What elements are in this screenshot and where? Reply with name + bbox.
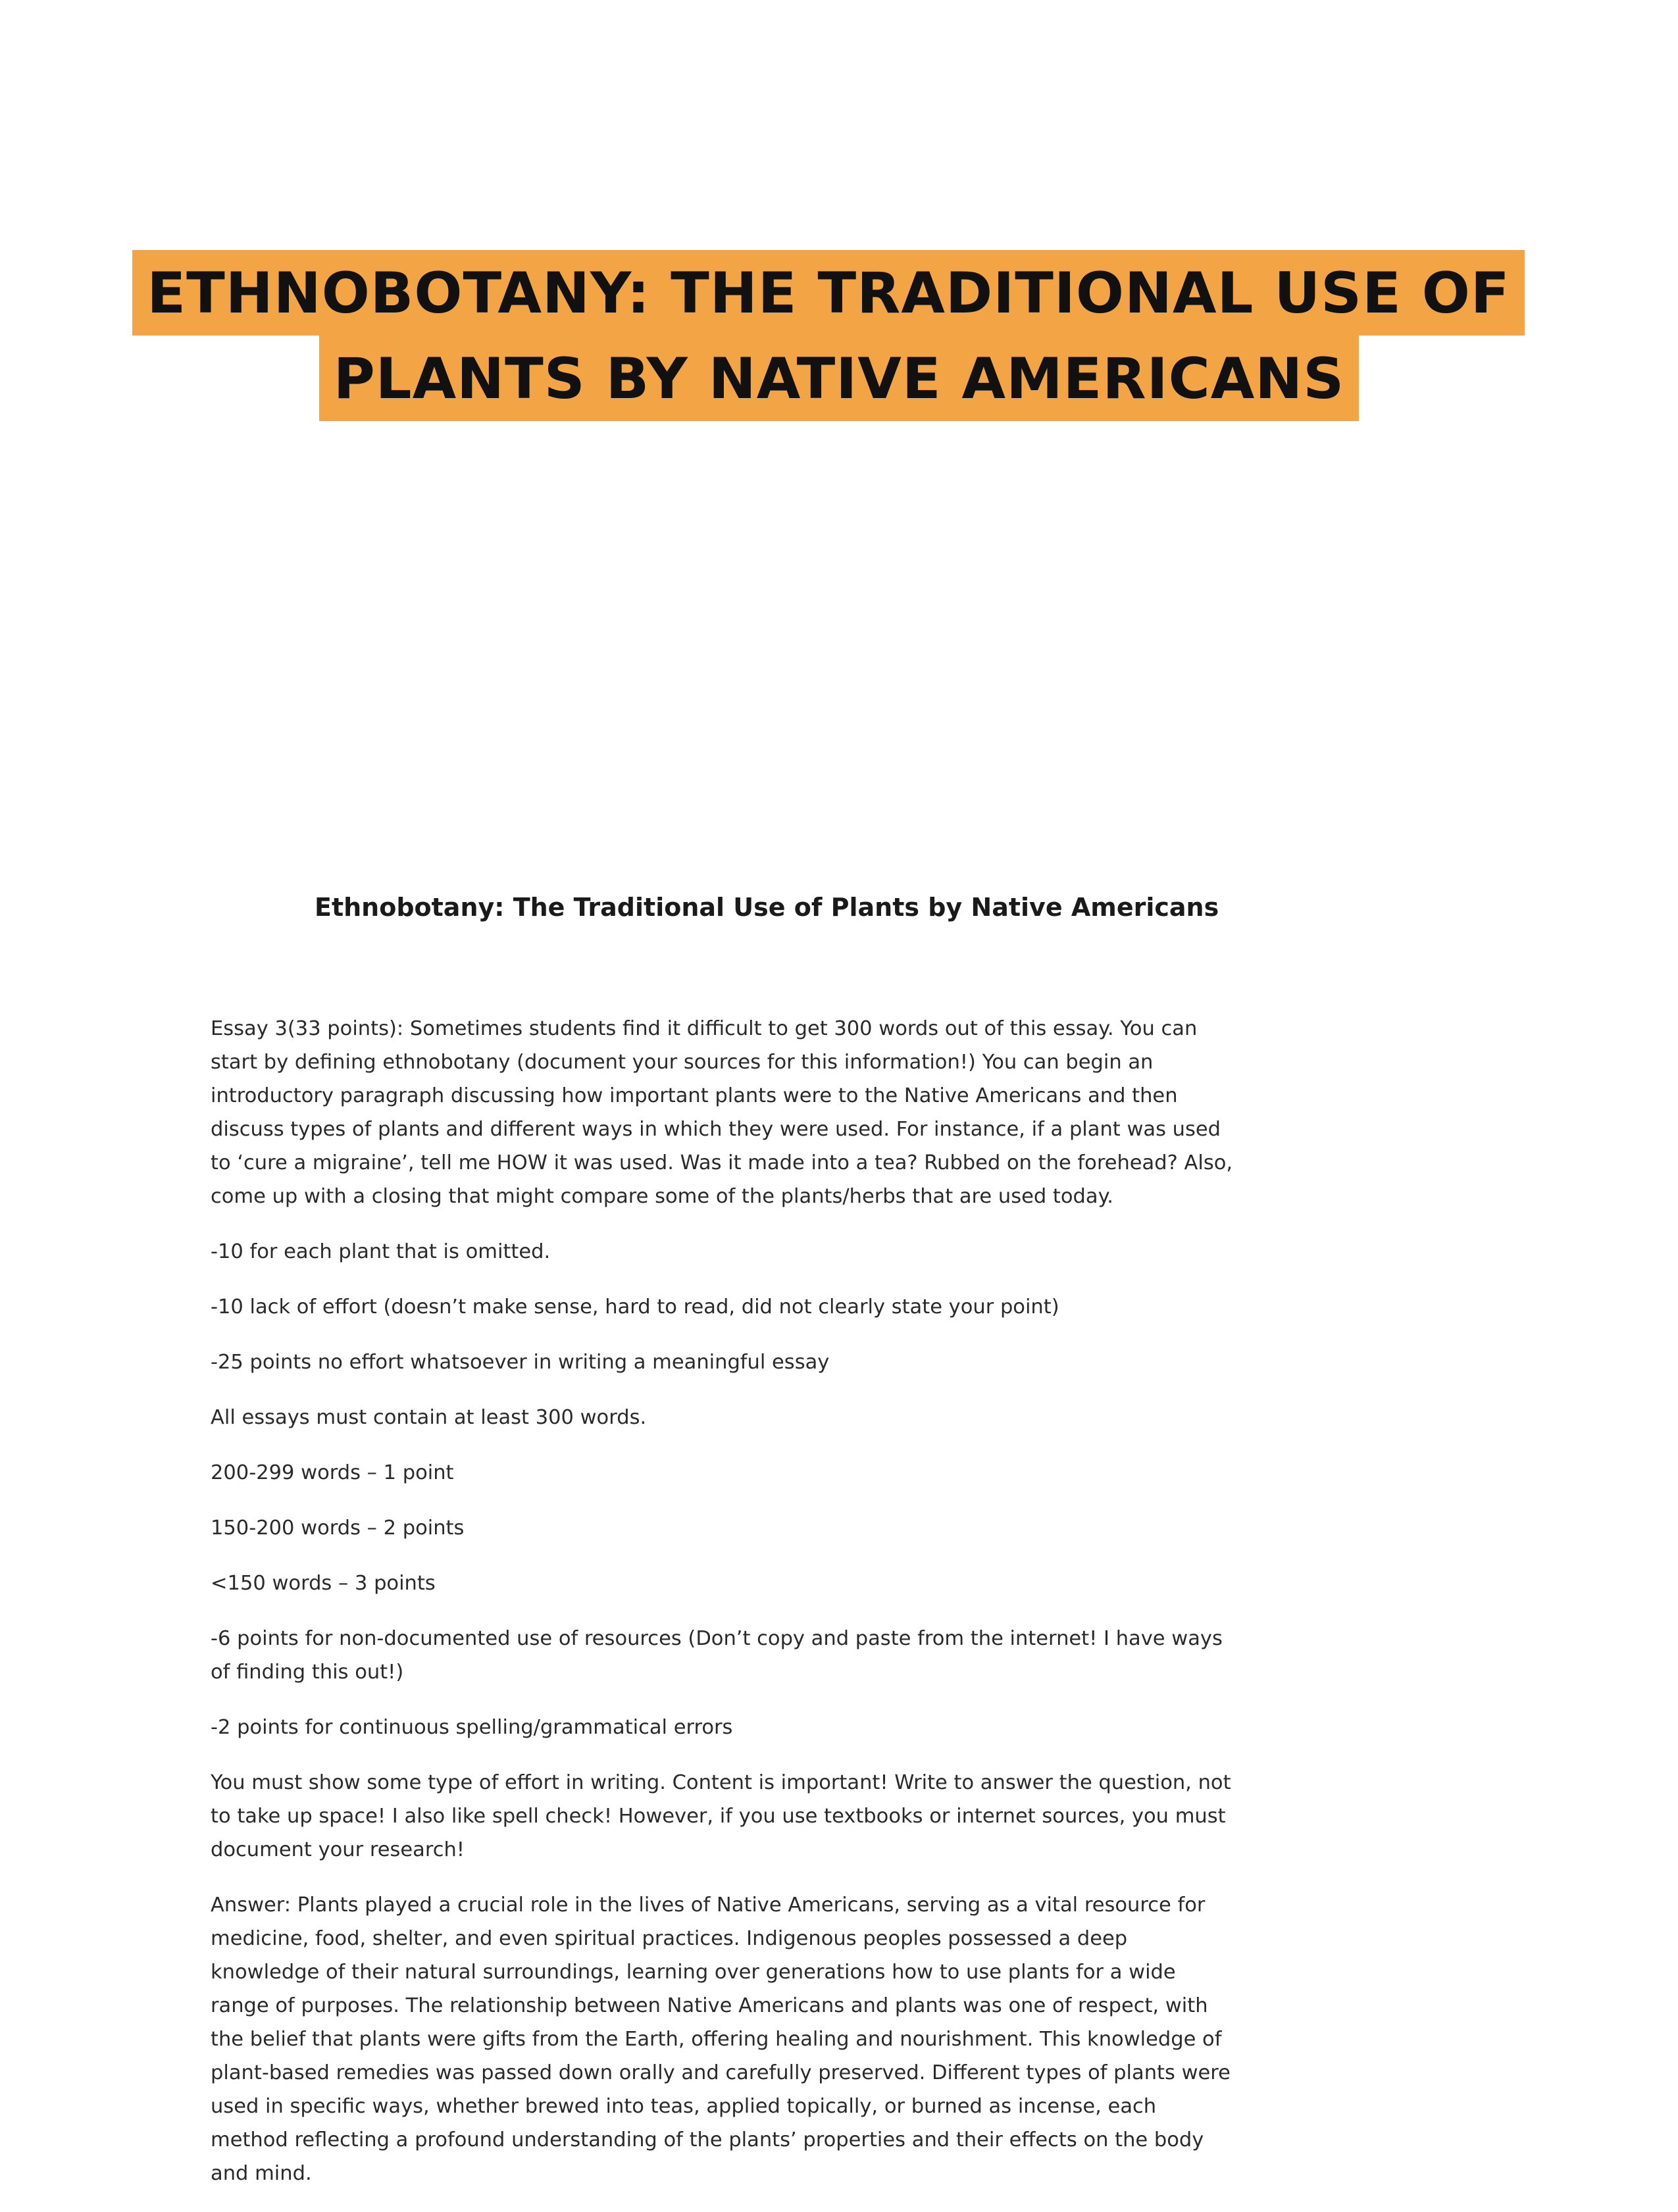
banner-title-line-2: PLANTS BY NATIVE AMERICANS xyxy=(319,336,1359,421)
word-count-tier-1: 200-299 words – 1 point xyxy=(211,1461,454,1484)
document-title: Ethnobotany: The Traditional Use of Plants by Native Americans xyxy=(315,893,1219,922)
document-body xyxy=(211,1012,1237,2212)
banner-title-line-1: ETHNOBOTANY: THE TRADITIONAL USE OF xyxy=(132,250,1524,336)
answer-paragraph: Answer: Plants played a crucial role in the lives of Native Americans, serving as a vital resource for medicine, food, shelter, and even spiritual practices. Indigenous peoples possessed a deep knowledge of their natural surroundings, learning over generations how to use plants for a wide range of purposes. The relationship between Native Americans and plants was one of respect, with the belief that plants were gifts from the Earth, offering healing and nourishment. This knowledge of plant-based remedies was passed down orally and carefully preserved. Different types of plants were used in specific ways, whether brewed into teas, applied topically, or burned as incense, each method reflecting a profound understanding of the plants’ properties and their effects on the body and mind. xyxy=(211,1894,1231,2185)
rubric-line-spelling: -2 points for continuous spelling/grammatical errors xyxy=(211,1716,733,1739)
effort-note-paragraph: You must show some type of effort in writing. Content is important! Write to answer the question, not to take up space! I also like spell check! However, if you use textbooks or internet sources, you must document your research! xyxy=(211,1771,1231,1861)
rubric-line-lack-of-effort: -10 lack of effort (doesn’t make sense, hard to read, did not clearly state your point) xyxy=(211,1295,1059,1319)
rubric-line-no-effort: -25 points no effort whatsoever in writing a meaningful essay xyxy=(211,1351,830,1374)
word-count-tier-3: <150 words – 3 points xyxy=(211,1572,436,1595)
word-count-requirement: All essays must contain at least 300 words. xyxy=(211,1406,647,1429)
rubric-line-omitted-plant: -10 for each plant that is omitted. xyxy=(211,1240,551,1263)
title-banner xyxy=(0,250,1678,421)
rubric-line-documentation: -6 points for non-documented use of resources (Don’t copy and paste from the internet! I have ways of finding this out!) xyxy=(211,1627,1223,1684)
word-count-tier-2: 150-200 words – 2 points xyxy=(211,1517,465,1540)
essay-instructions-paragraph: Essay 3(33 points): Sometimes students find it difficult to get 300 words out of this essay. You can start by defining ethnobotany (document your sources for this information!) You can begin an introductory paragraph discussing how important plants were to the Native Americans and then discuss types of plants and different ways in which they were used. For instance, if a plant was used to ‘cure a migraine’, tell me HOW it was used. Was it made into a tea? Rubbed on the forehead? Also, come up with a closing that might compare some of the plants/herbs that are used today. xyxy=(211,1017,1233,1208)
